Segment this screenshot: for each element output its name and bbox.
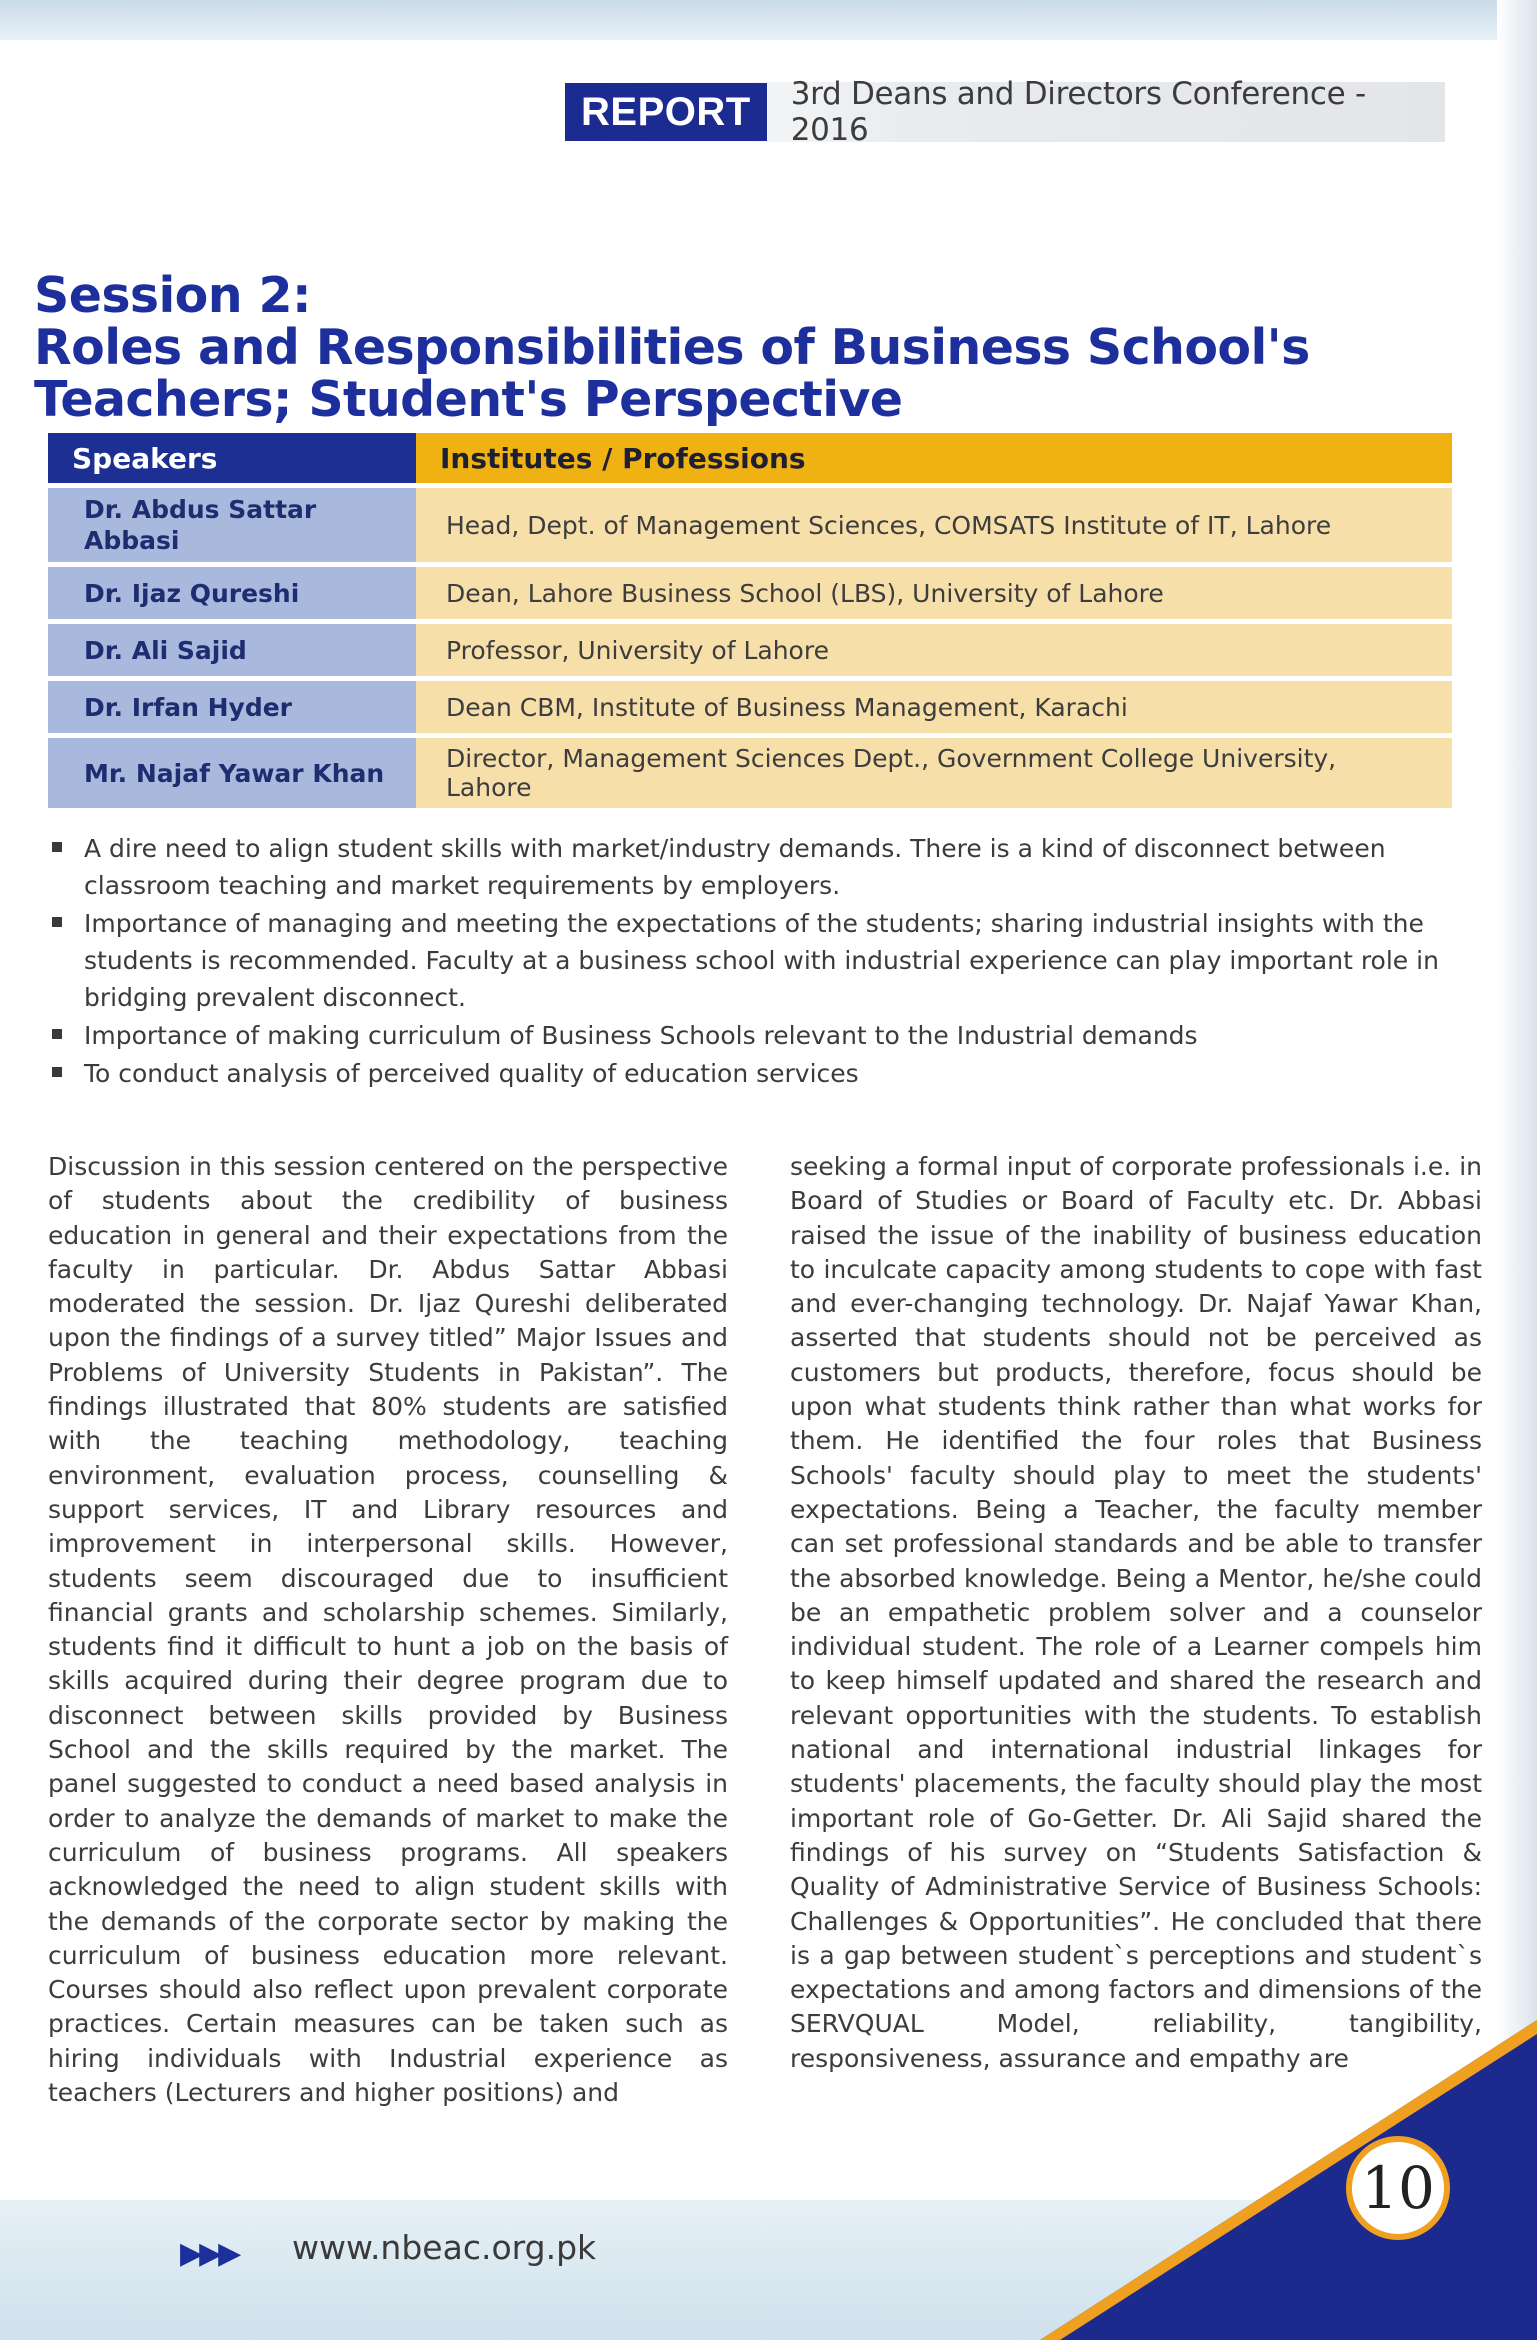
table-row (48, 567, 1452, 619)
speakers-column-header: Speakers (48, 433, 416, 483)
table-row (48, 681, 1452, 733)
list-item (52, 830, 1442, 904)
conference-title: 3rd Deans and Directors Conference - 2016 (790, 76, 1366, 148)
table-row (48, 488, 1452, 562)
list-item (52, 905, 1442, 1016)
session-title-line: Teachers; Student's Perspective (34, 371, 903, 428)
body-column-right: seeking a formal input of corporate professionals i.e. in Board of Studies or Board of Faculty etc. Dr. Abbasi raised the issue of the inability of business education to inculcate capacity among students to cope with fast and ever-changing technology. Dr. Najaf Yawar Khan, asserted that students should not be perceived as customers but products, therefore, focus should be upon what students think rather than what works for them. He identified the four roles that Business Schools' faculty should play to meet the students' expectations. Being a Teacher, the faculty member can set professional standards and be able to transfer the absorbed knowledge. Being a Mentor, he/she could be an empathetic problem solver and a counselor individual student. The role of a Learner compels him to keep himself updated and shared the research and relevant opportunities with the students. To establish national and international industrial linkages for students' placements, the faculty should play the most important role of Go-Getter. Dr. Ali Sajid shared the findings of his survey on “Students Satisfaction & Quality of Administrative Service of Business Schools: Challenges & Opportunities”. He concluded that there is a gap between student`s perceptions and student`s expectations and among factors and dimensions of the SERVQUAL Model, reliability, tangibility, responsiveness, assurance and empathy are (790, 1152, 1482, 2073)
top-border-band (0, 0, 1537, 40)
speaker-name: Dr. Irfan Hyder (48, 681, 416, 733)
speaker-institute: Head, Dept. of Management Sciences, COMSATS Institute of IT, Lahore (416, 488, 1452, 562)
triple-arrow-icon: ▶▶▶ (180, 2236, 238, 2271)
report-badge: REPORT (565, 83, 767, 141)
list-item (52, 1017, 1442, 1054)
speakers-table (48, 428, 1452, 813)
speaker-name-line: Abbasi (84, 526, 180, 555)
corner-decoration-icon (1040, 2020, 1537, 2340)
list-item (52, 1055, 1442, 1092)
square-bullet-icon (52, 1067, 62, 1077)
institutes-column-header: Institutes / Professions (416, 433, 1452, 483)
speaker-institute: Dean, Lahore Business School (LBS), University of Lahore (416, 567, 1452, 619)
square-bullet-icon (52, 842, 62, 852)
page-edge-shadow (1497, 0, 1537, 2340)
speaker-name: Dr. Ijaz Qureshi (48, 567, 416, 619)
speaker-name (48, 488, 416, 562)
speaker-name: Mr. Najaf Yawar Khan (48, 738, 416, 808)
square-bullet-icon (52, 1029, 62, 1039)
session-title (34, 267, 1434, 428)
report-header (565, 76, 1445, 148)
speaker-institute: Dean CBM, Institute of Business Management, Karachi (416, 681, 1452, 733)
body-column-left: Discussion in this session centered on the perspective of students about the credibility of business education in general and their expectations from the faculty in particular. Dr. Abdus Sattar Abbasi moderated the session. Dr. Ijaz Qureshi deliberated upon the findings of a survey titled” Major Issues and Problems of University Students in Pakistan”. The findings illustrated that 80% students are satisfied with the teaching methodology, teaching environment, evaluation process, counselling & support services, IT and Library resources and improvement in interpersonal skills. However, students seem discouraged due to insufficient financial grants and scholarship schemes. Similarly, students find it difficult to hunt a job on the basis of skills acquired during their degree program due to disconnect between skills provided by Business School and the skills required by the market. The panel suggested to conduct a need based analysis in order to analyze the demands of market to make the curriculum of business programs. All speakers acknowledged the need to align student skills with the demands of the corporate sector by making the curriculum of business education more relevant. Courses should also reflect upon prevalent corporate practices. Certain measures can be taken such as hiring individuals with Industrial experience as teachers (Lecturers and higher positions) and (48, 1152, 728, 2108)
speaker-name-line: Dr. Abdus Sattar (84, 495, 317, 524)
square-bullet-icon (52, 917, 62, 927)
website-link[interactable]: www.nbeac.org.pk (292, 2228, 597, 2267)
list-item-text: Importance of managing and meeting the expectations of the students; sharing industrial insights with the students is recommended. Faculty at a business school with industrial experience can play important role in bridging prevalent disconnect. (84, 909, 1439, 1012)
speaker-institute: Professor, University of Lahore (416, 624, 1452, 676)
speaker-institute: Director, Management Sciences Dept., Government College University, Lahore (416, 738, 1452, 808)
table-row (48, 738, 1452, 808)
list-item-text: To conduct analysis of perceived quality of education services (84, 1059, 859, 1088)
list-item-text: A dire need to align student skills with market/industry demands. There is a kind of disconnect between classroom teaching and market requirements by employers. (84, 834, 1386, 900)
table-header-row (48, 433, 1452, 483)
list-item-text: Importance of making curriculum of Business Schools relevant to the Industrial demands (84, 1021, 1198, 1050)
session-title-line: Session 2: (34, 267, 311, 324)
table-row (48, 624, 1452, 676)
key-points-list (52, 830, 1442, 1093)
session-title-line: Roles and Responsibilities of Business School's (34, 319, 1310, 376)
page-number: 10 (1346, 2136, 1450, 2240)
speaker-name: Dr. Ali Sajid (48, 624, 416, 676)
